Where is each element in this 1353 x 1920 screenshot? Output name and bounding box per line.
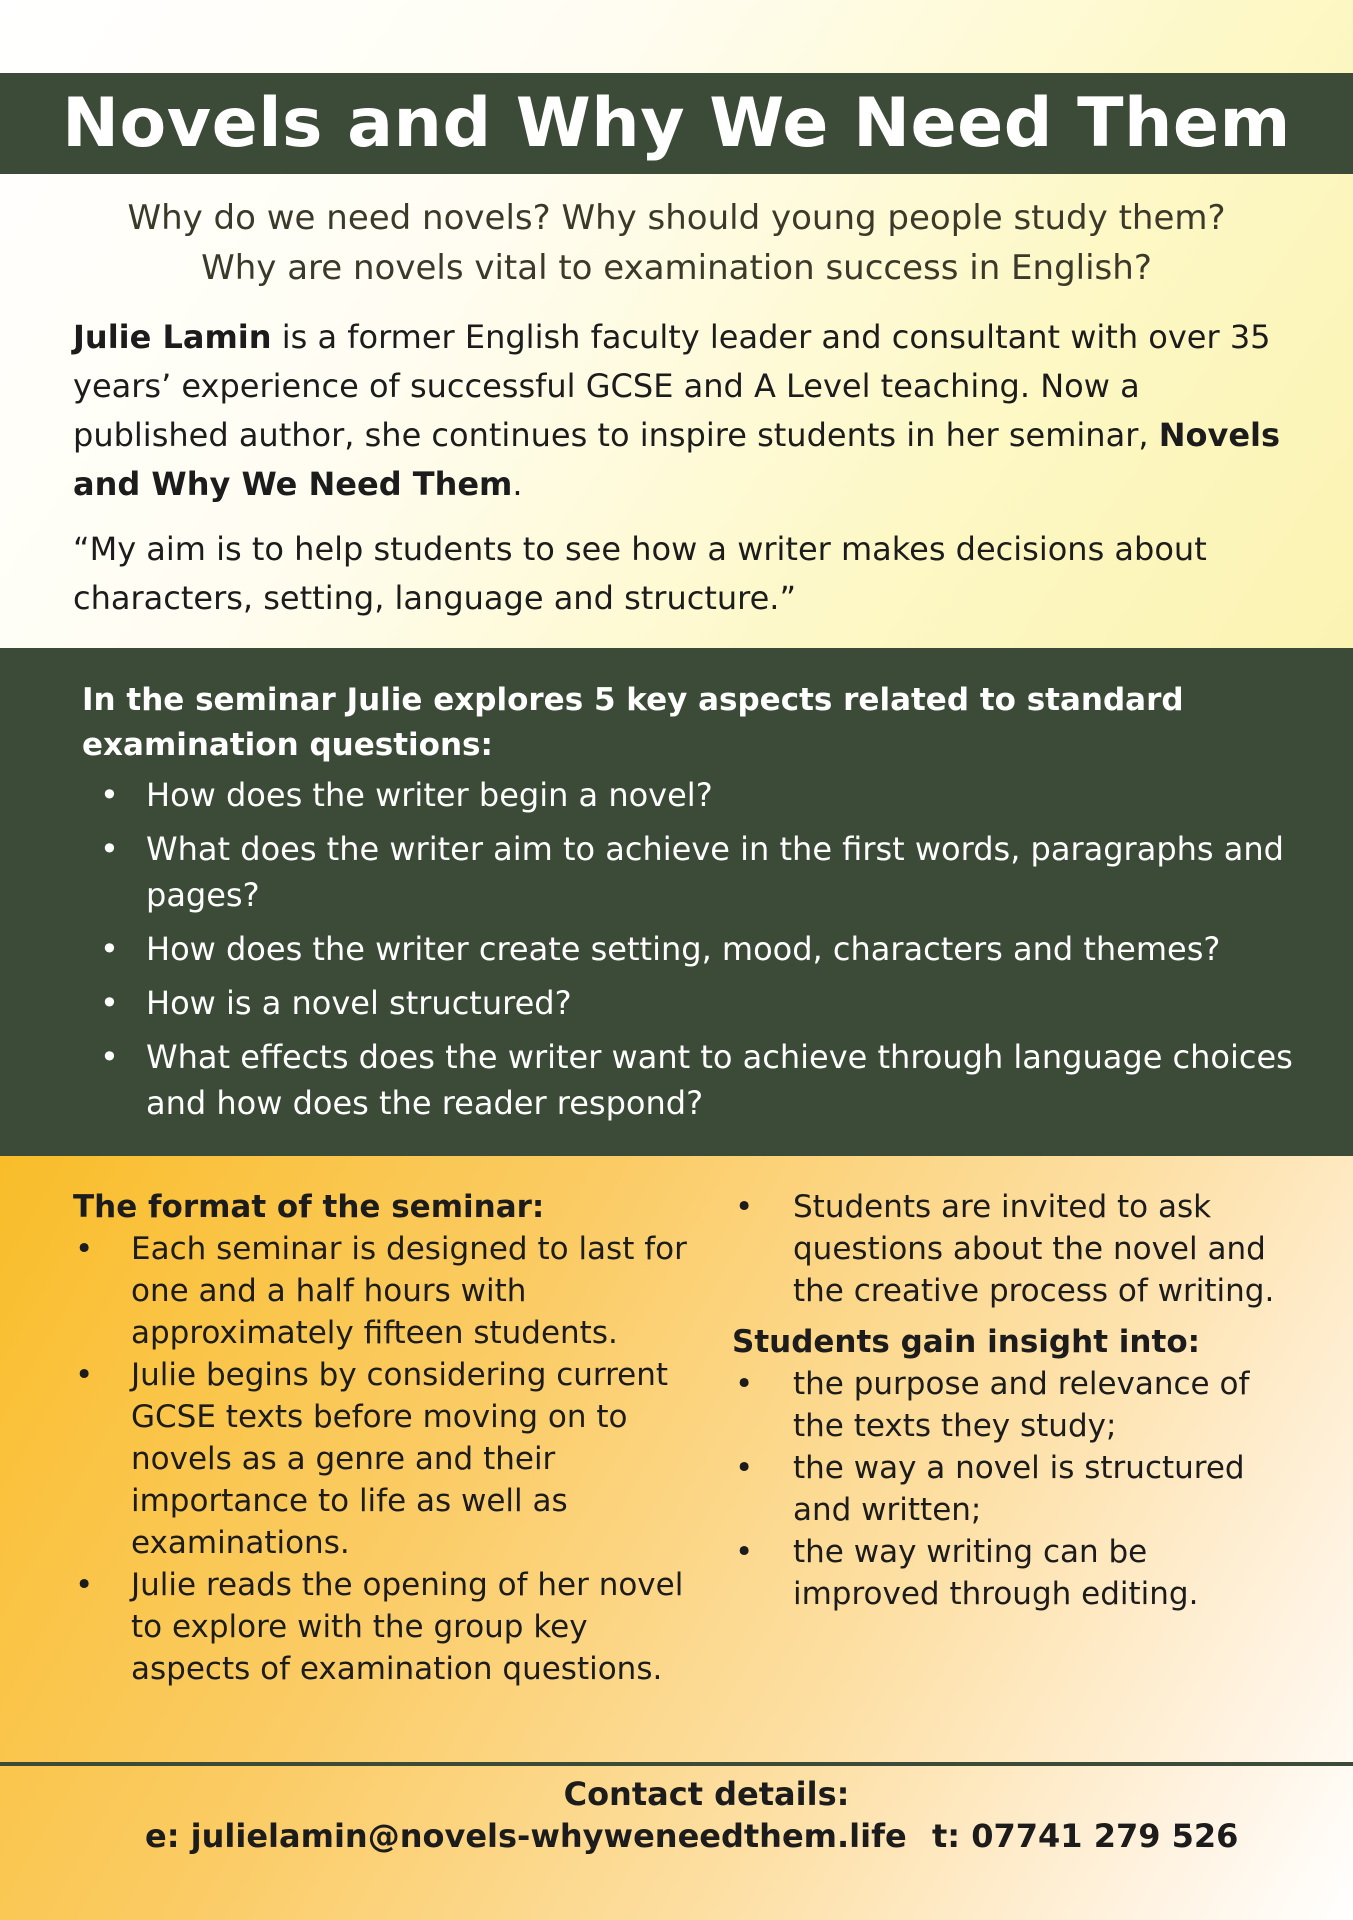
- list-item: • Students are invited to ask questions about the novel and the creative process of writing.: [732, 1186, 1292, 1312]
- list-item: • the way a novel is structured and written;: [732, 1447, 1292, 1531]
- author-bio: [73, 313, 1293, 509]
- format-list: [73, 1228, 693, 1690]
- list-item: • What does the writer aim to achieve in the first words, paragraphs and pages?: [82, 826, 1332, 918]
- list-item: • How does the writer create setting, mood, characters and themes?: [82, 926, 1332, 972]
- list-item: • the purpose and relevance of the texts they study;: [732, 1363, 1292, 1447]
- bio-text-2: .: [512, 465, 523, 503]
- list-item: • the way writing can be improved through editing.: [732, 1531, 1292, 1615]
- contact-heading: Contact details:: [563, 1775, 850, 1813]
- subtitle: [60, 193, 1293, 293]
- list-item: • Each seminar is designed to last for one and a half hours with approximately fifteen students.: [73, 1228, 693, 1354]
- author-name: Julie Lamin: [73, 318, 272, 356]
- insight-heading: Students gain insight into:: [732, 1324, 1201, 1360]
- page-title: Novels and Why We Need Them: [0, 73, 1353, 174]
- contact-divider: [0, 1762, 1353, 1766]
- subtitle-line-2: Why are novels vital to examination success in English?: [201, 248, 1152, 288]
- list-item: • How does the writer begin a novel?: [82, 772, 1332, 818]
- bio-text-1: is a former English faculty leader and consultant with over 35 years’ experience of successful GCSE and A Level teaching. Now a published author, she continues to inspire students in her seminar,: [73, 318, 1271, 454]
- key-aspects-heading: In the seminar Julie explores 5 key aspects related to standard examination questions:: [82, 682, 1184, 763]
- contact-email[interactable]: e: julielamin@novels-whyweneedthem.life: [145, 1817, 907, 1855]
- list-item: • Julie begins by considering current GCSE texts before moving on to novels as a genre and their importance to life as well as examinations.: [73, 1354, 693, 1564]
- list-item: • How is a novel structured?: [82, 980, 1332, 1026]
- insight-column: [732, 1186, 1292, 1615]
- seminar-name: Novels and Why We Need Them: [73, 416, 1281, 503]
- format-column: [73, 1186, 693, 1690]
- list-item: • What effects does the writer want to achieve through language choices and how does the reader respond?: [82, 1034, 1332, 1126]
- format-list-continued: [732, 1186, 1292, 1312]
- format-heading: The format of the seminar:: [73, 1189, 545, 1225]
- contact-phone[interactable]: t: 07741 279 526: [932, 1817, 1239, 1855]
- key-aspects-list: [82, 772, 1332, 1134]
- insight-list: [732, 1363, 1292, 1615]
- key-aspects-panel: [0, 648, 1353, 1156]
- author-quote: “My aim is to help students to see how a writer makes decisions about characters, setting, language and structure.”: [73, 530, 1207, 617]
- subtitle-line-1: Why do we need novels? Why should young people study them?: [127, 198, 1226, 238]
- list-item: • Julie reads the opening of her novel to explore with the group key aspects of examination questions.: [73, 1564, 693, 1690]
